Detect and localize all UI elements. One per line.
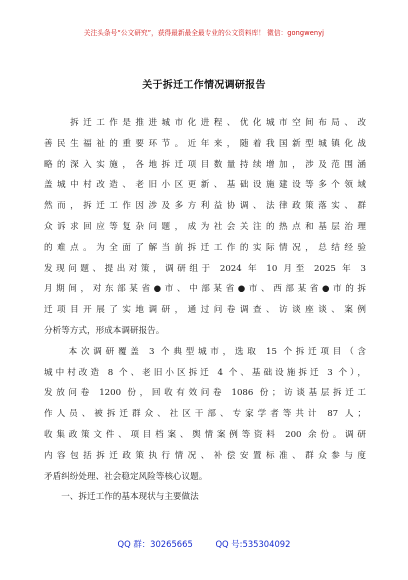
paragraph-line: 迁项目开展了实地调研，通过问卷调查、访谈座谈、案例 xyxy=(44,305,366,316)
paragraph-line: 略的深入实施，各地拆迁项目数量持续增加，涉及范围涵 xyxy=(44,159,366,170)
paragraph-line: 城中村改造 8 个、老旧小区拆迁 4 个、基础设施拆迁 3 个）， xyxy=(44,367,366,378)
paragraph-line: 收集政策文件、项目档案、舆情案例等资料 200 余份。调研 xyxy=(44,429,366,440)
paragraph-line: 善民生福祉的重要环节。近年来，随着我国新型城镇化战 xyxy=(44,138,366,149)
paragraph-line: 内容包括拆迁政策执行情况、补偿安置标准、群众参与度 xyxy=(44,450,366,461)
paragraph-line: 盖城中村改造、老旧小区更新、基础设施建设等多个领域 xyxy=(44,180,366,191)
paragraph-line: 发现问题、提出对策，调研组于 2024 年 10 月至 2025 年 3 xyxy=(44,263,366,274)
paragraph-line: 分析等方式，形成本调研报告。 xyxy=(44,325,165,336)
header-banner: 关注头条号“公文研究”，获得最新最全最专业的公文资料库！ 微信：gongwenyj xyxy=(83,29,325,37)
paragraph-line: 月期间，对东部某省●市、中部某省●市、西部某省●市的拆 xyxy=(44,284,366,295)
document-title: 关于拆迁工作情况调研报告 xyxy=(142,80,266,91)
paragraph-line: 作人员、被拆迁群众、社区干部、专家学者等共计 87 人； xyxy=(44,409,366,420)
paragraph-line: 众诉求回应等复杂问题，成为社会关注的热点和基层治理 xyxy=(44,221,366,232)
document-body xyxy=(44,113,366,508)
paragraph-line: 本次调研覆盖 3 个典型城市，选取 15 个拆迁项目（含 xyxy=(44,346,366,357)
qq-group-number: QQ 群：30265665 xyxy=(117,539,193,549)
paragraph-line: 的难点。为全面了解当前拆迁工作的实际情况，总结经验 xyxy=(44,242,366,253)
section-heading: 一、拆迁工作的基本现状与主要做法 xyxy=(44,492,199,503)
paragraph-line: 拆迁工作是推进城市化进程、优化城市空间布局、改 xyxy=(44,118,366,128)
footer-contact xyxy=(0,538,408,550)
paragraph-line: 矛盾纠纷处理、社会稳定风险等核心议题。 xyxy=(44,471,208,482)
qq-account-number: QQ 号:535304092 xyxy=(215,539,291,549)
paragraph-line: 发放问卷 1200 份，回收有效问卷 1086 份；访谈基层拆迁工 xyxy=(44,388,366,399)
paragraph-line: 然而，拆迁工作因涉及多方利益协调、法律政策落实、群 xyxy=(44,201,366,212)
